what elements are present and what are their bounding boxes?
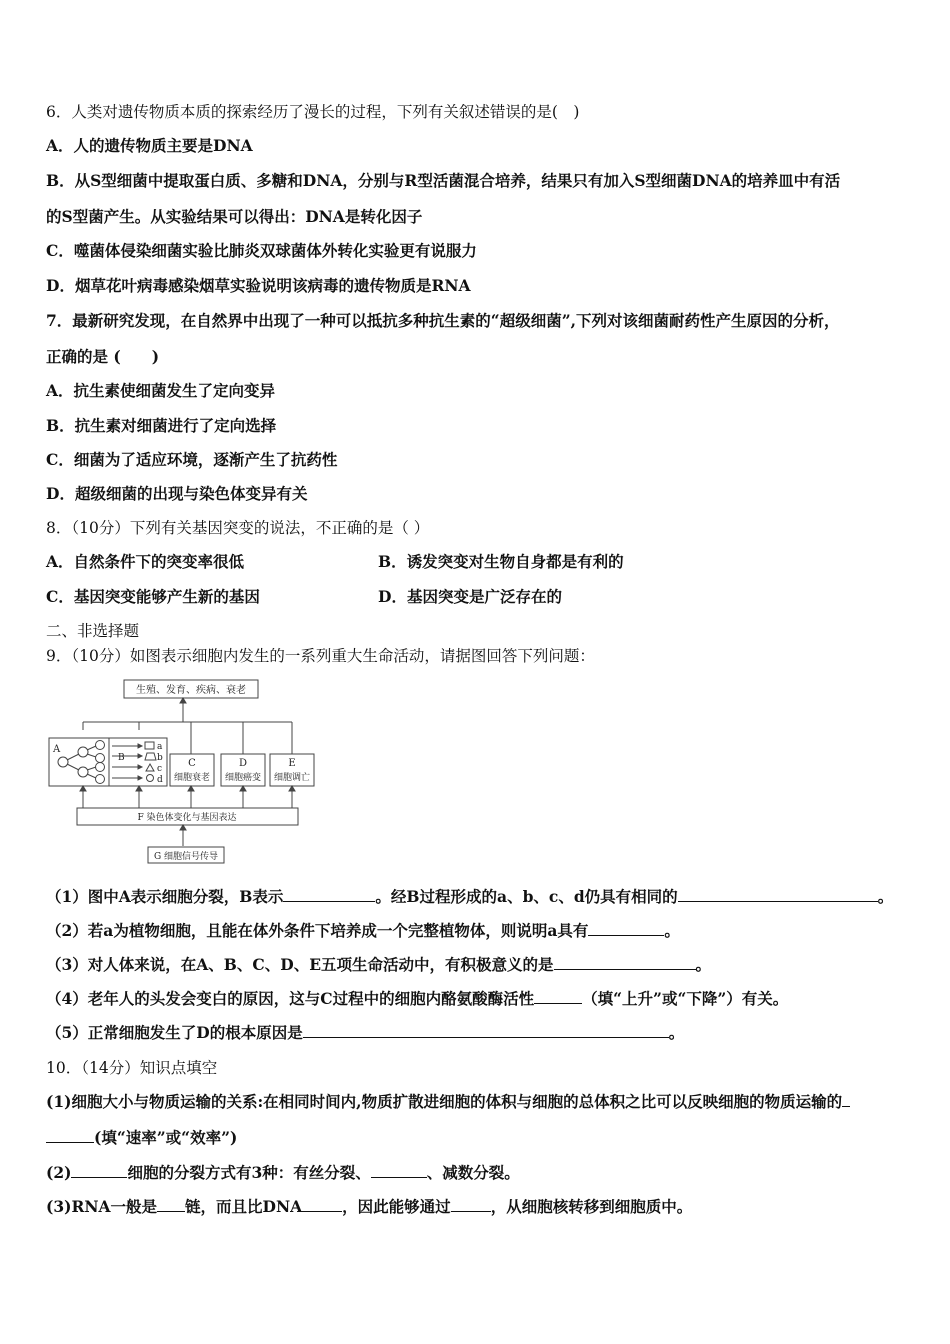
q10-part2 [46,1163,520,1183]
diagram-label-c: C [188,758,196,769]
q9-sub1-blank1[interactable] [283,887,375,902]
q10-part3-blank3[interactable] [451,1197,491,1212]
q10-part3-blank2[interactable] [302,1197,342,1212]
q9-sub2-blank[interactable] [588,921,664,936]
q10-part1-line1 [46,1092,850,1112]
q10-stem: 10．（14分）知识点填空 [46,1059,218,1077]
q9-sub1-text1: （1）图中A表示细胞分裂，B表示 [46,887,284,906]
q7-option-c: C．细菌为了适应环境，逐渐产生了抗药性 [46,450,338,469]
q10-part3-text1: (3)RNA一般是 [46,1197,158,1216]
q9-sub5 [46,1023,684,1043]
q7-option-d: D．超级细菌的出现与染色体变异有关 [46,484,308,503]
q9-sub1-blank2[interactable] [678,887,878,902]
diagram-label-g: G 细胞信号传导 [153,852,219,862]
q9-sub1 [46,887,893,907]
q10-part1-text: (1)细胞大小与物质运输的关系:在相同时间内,物质扩散进细胞的体积与细胞的总体积之比可以反映细胞的物质运输的 [46,1092,843,1111]
q10-part3 [46,1197,692,1217]
q9-sub2-text: （2）若a为植物细胞，且能在体外条件下培养成一个完整植物体，则说明a具有 [46,921,589,940]
q10-part3-text3: ，因此能够通过 [342,1197,451,1216]
q8-stem: 8．（10分）下列有关基因突变的说法，不正确的是（ ） [46,519,430,537]
q10-part2-num: (2) [46,1163,72,1182]
q8-option-c: C．基因突变能够产生新的基因 [46,587,260,606]
q6-stem: 6．人类对遗传物质本质的探索经历了漫长的过程，下列有关叙述错误的是( ) [46,103,580,121]
q10-part2-text: 细胞的分裂方式有3种：有丝分裂、 [127,1163,371,1182]
q10-part3-end: ，从细胞核转移到细胞质中。 [490,1197,693,1216]
q7-stem-line2: 正确的是 ( ) [46,347,160,366]
q10-part3-blank1[interactable] [157,1197,185,1212]
diagram-label-a-box: A [53,744,61,755]
diagram-cell-b: b [157,753,163,763]
diagram-label-f: F 染色体变化与基因表达 [137,813,237,823]
q9-sub3-end: 。 [695,955,712,974]
diagram-label-b-box: B [118,753,125,763]
q6-option-a: A．人的遗传物质主要是DNA [46,136,253,155]
q10-part1-hint: (填“速率”或“效率”) [94,1128,238,1147]
q9-sub4-text: （4）老年人的头发会变白的原因，这与C过程中的细胞内酪氨酸酶活性 [46,989,535,1008]
q6-option-d: D．烟草花叶病毒感染烟草实验说明该病毒的遗传物质是RNA [46,276,471,295]
q9-sub1-text2: 。经B过程形成的a、b、c、d仍具有相同的 [375,887,678,906]
q9-stem: 9．（10分）如图表示细胞内发生的一系列重大生命活动，请据图回答下列问题： [46,647,595,665]
diagram-sub-d: 细胞癌变 [224,773,262,783]
q9-sub5-end: 。 [668,1023,685,1042]
diagram-cell-a: a [157,742,163,752]
q9-sub4-end: （填“上升”或“下降”）有关。 [582,989,789,1008]
q9-sub5-blank[interactable] [303,1023,669,1038]
q10-part2-blank2[interactable] [371,1163,427,1178]
q8-option-a: A．自然条件下的突变率很低 [46,552,245,571]
diagram-sub-e: 细胞调亡 [273,773,311,783]
q9-sub1-end: 。 [877,887,894,906]
q7-option-b: B．抗生素对细菌进行了定向选择 [46,416,277,435]
q6-option-b-line1: B．从S型细菌中提取蛋白质、多糖和DNA，分别与R型活菌混合培养，结果只有加入S型细菌DNA的培养皿中有活 [46,171,841,190]
diagram-sub-c: 细胞衰老 [173,773,211,783]
diagram-cell-c: c [157,764,163,774]
q9-sub4 [46,989,788,1009]
q10-part3-text2: 链，而且比DNA [185,1197,303,1216]
diagram-label-e: E [288,758,296,769]
q9-sub2-end: 。 [664,921,680,940]
diagram-label-d: D [238,758,248,769]
q9-sub3-blank[interactable] [554,955,696,970]
q10-part1-blank-start[interactable] [842,1092,850,1107]
q6-option-c: C．噬菌体侵染细菌实验比肺炎双球菌体外转化实验更有说服力 [46,241,477,260]
q10-part1-line2 [46,1128,237,1148]
diagram-cell-d: d [157,775,163,785]
q7-option-a: A．抗生素使细菌发生了定向变异 [46,381,276,400]
q9-sub4-blank[interactable] [534,989,582,1004]
q9-sub3 [46,955,711,975]
section-heading: 二、非选择题 [46,622,140,640]
q10-part2-end: 、减数分裂。 [426,1163,520,1182]
q8-option-b: B．诱发突变对生物自身都是有利的 [378,552,624,571]
q9-sub5-text: （5）正常细胞发生了D的根本原因是 [46,1023,303,1042]
q9-sub3-text: （3）对人体来说，在A、B、C、D、E五项生命活动中，有积极意义的是 [46,955,554,974]
q9-sub2 [46,921,680,941]
q8-option-d: D．基因突变是广泛存在的 [378,587,562,606]
diagram-top-label: 生殖、发育、疾病、衰老 [136,685,246,696]
q10-part2-blank1[interactable] [71,1163,127,1178]
q7-stem-line1: 7．最新研究发现，在自然界中出现了一种可以抵抗多种抗生素的“超级细菌”,下列对该细菌耐药性产生原因的分析， [46,311,840,330]
q6-option-b-line2: 的S型菌产生。从实验结果可以得出：DNA是转化因子 [46,207,423,226]
q9-diagram [46,674,318,870]
q10-part1-blank[interactable] [46,1128,94,1143]
